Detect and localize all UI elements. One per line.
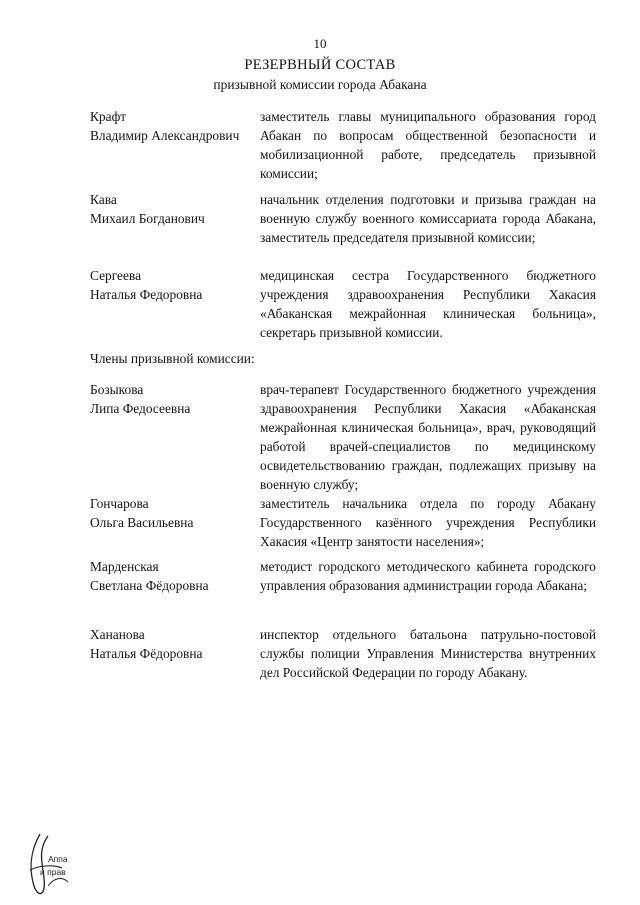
person-name (90, 625, 260, 663)
person-surname: Гончарова (90, 496, 149, 511)
person-role: медицинская сестра Государственного бюджетного учреждения здравоохранения Республики Хакасия «Абаканская межрайонная клиническая больница», секретарь призывной комиссии. (260, 268, 596, 340)
person-surname: Крафт (90, 109, 127, 124)
person-given-name: Наталья Федоровна (90, 287, 203, 302)
person-name (90, 380, 260, 418)
person-role: заместитель главы муниципального образования город Абакан по вопросам общественной безопасности и мобилизационной работе, председатель призывной комиссии; (260, 109, 596, 181)
person-name (90, 557, 260, 595)
person-name (90, 266, 260, 304)
person-surname: Сергеева (90, 268, 142, 283)
document-subtitle: призывной комиссии города Абакана (213, 77, 427, 92)
person-role: начальник отделения подготовки и призыва граждан на военную службу военного комиссариата города Абакана, заместитель председателя призывной комиссии; (260, 192, 596, 245)
person-role: методист городского методического кабинета городского управления образования администрации города Абакана; (260, 559, 596, 593)
person-surname: Хананова (90, 627, 145, 642)
signature-text-line2: и прав (40, 867, 66, 877)
document-title: РЕЗЕРВНЫЙ СОСТАВ (244, 57, 396, 73)
person-role: врач-терапевт Государственного бюджетного учреждения здравоохранения Республики Хакасия «Абаканская межрайонная клиническая больница», врач, руководящий работой врачей-специалистов по медицинскому освидетельствованию граждан, подлежащих призыву на военную службу; (260, 382, 596, 492)
signature-mark (18, 826, 88, 902)
person-name (90, 494, 260, 532)
person-surname: Марденская (90, 559, 159, 574)
person-surname: Бозыкова (90, 382, 144, 397)
person-given-name: Владимир Александрович (90, 128, 240, 143)
person-role: заместитель начальника отдела по городу Абакану Государственного казённого учреждения Республики Хакасия «Центр занятости населения»; (260, 496, 596, 549)
members-heading: Члены призывной комиссии: (90, 351, 255, 366)
person-given-name: Ольга Васильевна (90, 515, 194, 530)
person-given-name: Липа Федосеевна (90, 401, 191, 416)
person-role: инспектор отдельного батальона патрульно-постовой службы полиции Управления Министерства внутренних дел Российской Федерации по городу Абакану. (260, 627, 596, 680)
page-number: 10 (313, 36, 327, 51)
signature-text-line1: Аппа (48, 854, 68, 864)
signature-icon (18, 826, 88, 902)
person-name (90, 107, 260, 145)
person-surname: Кава (90, 192, 117, 207)
person-given-name: Светлана Фёдоровна (90, 578, 209, 593)
person-name (90, 190, 260, 228)
person-given-name: Михаил Богданович (90, 211, 205, 226)
person-given-name: Наталья Фёдоровна (90, 646, 203, 661)
